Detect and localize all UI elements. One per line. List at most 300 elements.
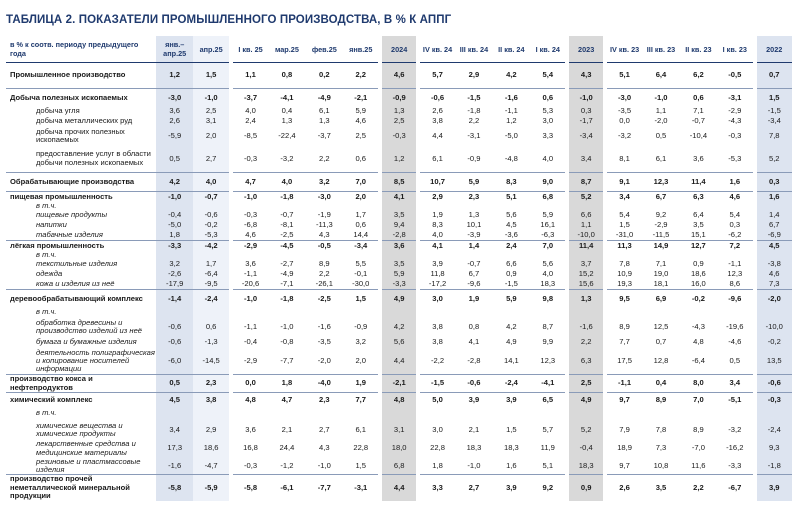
table-cell: 8,7 — [542, 321, 554, 331]
table-cell: -1,1 — [231, 270, 268, 280]
row-label: одежда — [36, 269, 63, 279]
row-label: деятельность полиграфическая и копирование носителей информации — [36, 347, 155, 374]
table-cell: -0,6 — [418, 89, 455, 107]
table-cell: 0,6 — [193, 318, 230, 337]
table-cell: 9,0 — [530, 173, 567, 192]
table-cell: 4,6 — [717, 192, 754, 202]
table-cell: 8,9 — [642, 393, 679, 407]
table-cell: 0,6 — [355, 153, 367, 163]
table-cell — [455, 308, 492, 318]
table-cell: 2,6 — [156, 117, 193, 127]
table-cell: 4,2 — [156, 173, 193, 192]
table-cell: -3,2 — [605, 127, 642, 146]
table-cell — [343, 308, 380, 318]
table-cell: -3,0 — [605, 89, 642, 107]
table-row — [6, 63, 792, 89]
table-cell: 3,9 — [493, 475, 530, 501]
table-cell: 0,3 — [755, 173, 793, 192]
table-cell: 0,3 — [729, 220, 741, 230]
table-row — [6, 251, 792, 260]
table-cell — [493, 202, 530, 211]
table-cell: 0,8 — [268, 63, 305, 89]
table-cell: -0,7 — [280, 210, 294, 220]
table-cell: -1,3 — [193, 337, 230, 349]
table-cell: 0,5 — [729, 356, 741, 366]
table-cell: -0,3 — [728, 130, 742, 140]
table-cell: -5,8 — [156, 475, 193, 501]
table-cell — [418, 407, 455, 421]
table-cell: 5,9 — [493, 290, 530, 308]
table-cell: -3,5 — [605, 107, 642, 117]
table-cell: 6,1 — [355, 424, 367, 434]
table-row — [6, 318, 792, 337]
table-cell: 5,1 — [493, 192, 530, 202]
table-cell: 3,8 — [418, 337, 455, 349]
table-cell: 24,4 — [279, 443, 295, 453]
column-header: фев.25 — [306, 36, 343, 63]
table-cell: 2,1 — [468, 424, 480, 434]
table-cell — [567, 251, 604, 260]
table-cell — [418, 251, 455, 260]
table-row — [6, 475, 792, 501]
table-cell: -0,9 — [467, 153, 481, 163]
column-header: янв.–апр.25 — [156, 36, 193, 63]
table-cell: 3,2 — [306, 173, 343, 192]
table-cell: -1,5 — [418, 375, 455, 393]
table-cell — [493, 251, 530, 260]
table-row — [6, 241, 792, 251]
table-cell — [231, 308, 268, 318]
column-header: 2024 — [380, 36, 417, 63]
column-header: янв.25 — [343, 36, 380, 63]
table-cell: 3,5 — [693, 220, 704, 230]
row-label: резиновые и пластмассовые изделия — [36, 456, 141, 474]
table-cell: -1,0 — [231, 192, 268, 202]
table-cell: -0,3 — [231, 458, 268, 475]
table-cell: 2,5 — [567, 375, 604, 393]
table-cell: -1,6 — [156, 458, 193, 475]
table-row — [6, 107, 792, 117]
table-cell: 5,9 — [355, 106, 367, 116]
table-cell: 1,3 — [319, 116, 330, 126]
table-cell: 11,4 — [567, 241, 604, 251]
row-label: производство кокса и нефтепродуктов — [6, 375, 156, 393]
table-cell: 2,5 — [355, 130, 367, 140]
table-cell: 1,4 — [455, 241, 492, 251]
table-cell: 1,5 — [755, 89, 793, 107]
table-row — [6, 337, 792, 349]
table-cell: 11,6 — [691, 460, 706, 470]
table-row — [6, 440, 792, 458]
table-cell — [306, 202, 343, 211]
table-cell: -3,4 — [755, 117, 793, 127]
table-cell — [156, 251, 193, 260]
table-cell: -19,6 — [726, 321, 744, 331]
table-cell — [755, 407, 793, 421]
table-cell: -2,0 — [317, 356, 331, 366]
table-cell: -1,9 — [317, 210, 331, 220]
table-cell: -4,8 — [504, 153, 518, 163]
table-cell: 1,7 — [193, 260, 230, 270]
table-cell: 7,1 — [655, 259, 667, 269]
table-cell — [380, 407, 417, 421]
table-cell: 13,5 — [755, 349, 793, 375]
table-cell: 7,3 — [755, 280, 793, 290]
table-cell: 18,0 — [380, 440, 417, 458]
table-cell: 0,4 — [281, 106, 293, 116]
table-cell: 10,8 — [653, 460, 669, 470]
column-header: III кв. 23 — [642, 36, 679, 63]
table-cell — [642, 407, 679, 421]
table-cell: -31,0 — [605, 231, 642, 241]
row-label: текстильные изделия — [36, 259, 118, 269]
table-cell: -0,7 — [467, 259, 481, 269]
table-cell — [567, 202, 604, 211]
table-cell: 4,4 — [380, 475, 417, 501]
table-cell: -16,2 — [726, 443, 744, 453]
table-cell: 1,6 — [755, 192, 793, 202]
table-cell: 18,6 — [691, 269, 706, 279]
table-row — [6, 202, 792, 211]
table-cell: 7,8 — [755, 127, 793, 146]
table-cell — [268, 251, 305, 260]
table-cell: 3,5 — [380, 260, 417, 270]
table-cell: -4,2 — [193, 241, 230, 251]
table-cell: -0,7 — [691, 116, 705, 126]
table-row — [6, 270, 792, 280]
table-cell: -3,6 — [504, 230, 518, 240]
table-cell: 2,0 — [355, 356, 367, 366]
column-header: мар.25 — [268, 36, 305, 63]
table-row — [6, 375, 792, 393]
table-cell — [567, 308, 604, 318]
table-cell: -10,0 — [755, 318, 793, 337]
table-cell — [680, 251, 717, 260]
table-cell: 3,6 — [231, 421, 268, 440]
table-cell: 11,8 — [418, 270, 455, 280]
table-row — [6, 117, 792, 127]
table-cell: 7,0 — [343, 173, 380, 192]
table-cell: 7,1 — [693, 106, 704, 116]
table-cell: 5,5 — [355, 259, 367, 269]
table-cell: 19,0 — [653, 269, 669, 279]
table-cell: 2,4 — [231, 117, 268, 127]
table-cell: 5,2 — [755, 146, 793, 173]
table-cell: -11,3 — [315, 220, 333, 230]
table-row — [6, 407, 792, 421]
row-label: деревообрабатывающий комплекс — [6, 290, 156, 308]
table-cell: -2,0 — [755, 290, 793, 308]
table-cell — [268, 308, 305, 318]
table-cell: -0,6 — [193, 211, 230, 221]
table-cell: 0,0 — [231, 375, 268, 393]
table-cell: 3,4 — [605, 192, 642, 202]
table-cell: 7,8 — [605, 260, 642, 270]
table-cell: -2,4 — [493, 375, 530, 393]
table-cell: 9,2 — [530, 475, 567, 501]
column-header: IV кв. 24 — [418, 36, 455, 63]
table-cell: 6,1 — [418, 146, 455, 173]
table-cell: -4,1 — [530, 375, 567, 393]
table-cell: 2,6 — [605, 475, 642, 501]
table-cell: -1,0 — [567, 89, 604, 107]
table-cell: -1,6 — [567, 318, 604, 337]
table-cell: 3,5 — [642, 475, 679, 501]
table-cell: 14,4 — [353, 230, 369, 240]
table-cell: 6,3 — [680, 192, 717, 202]
table-cell: 2,2 — [468, 116, 480, 126]
table-cell: 9,3 — [755, 440, 793, 458]
table-cell: 7,8 — [655, 424, 667, 434]
column-header: 2022 — [755, 36, 793, 63]
table-cell: 3,6 — [693, 153, 704, 163]
table-cell: 18,3 — [567, 458, 604, 475]
table-cell — [455, 251, 492, 260]
row-label: производство прочей неметаллической минеральной продукции — [6, 475, 156, 501]
table-cell: 5,9 — [542, 210, 554, 220]
row-label: бумага и бумажные изделия — [36, 337, 137, 347]
table-cell: -0,8 — [280, 337, 294, 347]
industrial-production-table — [6, 36, 792, 501]
table-cell: -1,4 — [156, 290, 193, 308]
table-cell: 2,7 — [319, 424, 330, 434]
table-cell: 4,6 — [355, 116, 367, 126]
table-cell: -0,4 — [156, 211, 193, 221]
table-cell: -1,1 — [605, 375, 642, 393]
table-cell: 6,7 — [642, 192, 679, 202]
table-cell: 7,0 — [530, 241, 567, 251]
table-cell: 4,8 — [693, 337, 704, 347]
table-cell: -1,8 — [755, 458, 793, 475]
row-label: табачные изделия — [36, 230, 103, 240]
table-cell: -1,8 — [467, 106, 481, 116]
table-cell: -26,1 — [315, 279, 333, 289]
table-cell: -3,2 — [728, 424, 742, 434]
table-cell: 8,6 — [729, 279, 741, 289]
table-cell: -4,5 — [268, 241, 305, 251]
table-cell: 4,1 — [380, 192, 417, 202]
column-header: II кв. 23 — [680, 36, 717, 63]
table-cell: 6,8 — [380, 458, 417, 475]
row-label: в т.ч. — [36, 408, 57, 418]
table-cell — [380, 251, 417, 260]
table-cell: -0,3 — [380, 127, 417, 146]
table-cell: 6,6 — [506, 259, 517, 269]
table-cell: -0,2 — [680, 290, 717, 308]
table-cell: 2,0 — [343, 192, 380, 202]
table-cell: 12,3 — [642, 173, 679, 192]
table-cell: 11,4 — [680, 173, 717, 192]
table-cell: 7,2 — [717, 241, 754, 251]
row-label: в т.ч. — [36, 307, 57, 317]
table-cell — [231, 202, 268, 211]
table-cell: -6,9 — [755, 231, 793, 241]
table-cell: -1,5 — [755, 107, 793, 117]
row-label: добыча прочих полезных ископаемых — [36, 126, 125, 144]
row-label: лекарственные средства и медицинские материалы — [36, 439, 136, 457]
table-cell: 2,7 — [455, 475, 492, 501]
table-cell — [642, 251, 679, 260]
table-cell: -0,1 — [354, 269, 368, 279]
table-cell: 1,7 — [355, 210, 367, 220]
table-cell: -3,0 — [156, 89, 193, 107]
column-header: I кв. 25 — [231, 36, 268, 63]
row-label: пищевая промышленность — [6, 192, 156, 202]
table-cell: 1,6 — [506, 460, 517, 470]
table-cell: 2,9 — [455, 63, 492, 89]
header-row — [6, 36, 792, 63]
table-cell: -0,2 — [193, 221, 230, 231]
table-cell: 15,1 — [691, 230, 706, 240]
table-cell — [156, 202, 193, 211]
table-cell: -0,3 — [755, 393, 793, 407]
table-cell: -4,9 — [280, 269, 294, 279]
table-cell: -2,4 — [755, 421, 793, 440]
table-cell: -2,9 — [231, 241, 268, 251]
table-cell — [193, 202, 230, 211]
table-cell: -2,4 — [193, 290, 230, 308]
table-cell: 4,6 — [755, 270, 793, 280]
column-header: I кв. 23 — [717, 36, 754, 63]
table-cell: 2,5 — [380, 117, 417, 127]
table-cell — [530, 251, 567, 260]
table-cell: 4,3 — [319, 230, 330, 240]
table-row — [6, 308, 792, 318]
table-cell: 3,6 — [231, 260, 268, 270]
table-cell: -5,9 — [156, 127, 193, 146]
table-cell: 4,3 — [319, 443, 330, 453]
table-row — [6, 192, 792, 202]
table-cell: -2,6 — [156, 270, 193, 280]
table-cell: -3,8 — [755, 260, 793, 270]
table-cell: 1,9 — [418, 211, 455, 221]
table-cell — [268, 202, 305, 211]
table-cell: 4,0 — [193, 173, 230, 192]
table-cell: 14,9 — [642, 241, 679, 251]
table-cell — [455, 202, 492, 211]
table-cell — [306, 251, 343, 260]
table-row — [6, 211, 792, 221]
column-header: II кв. 24 — [493, 36, 530, 63]
table-cell: 2,3 — [455, 192, 492, 202]
table-cell: 8,0 — [680, 375, 717, 393]
table-cell: 1,3 — [380, 107, 417, 117]
table-cell: 5,3 — [542, 106, 554, 116]
table-cell: 12,3 — [540, 356, 556, 366]
table-cell: 1,2 — [380, 146, 417, 173]
table-cell: -2,1 — [380, 375, 417, 393]
table-cell: 5,6 — [380, 337, 417, 349]
table-cell — [455, 407, 492, 421]
table-cell — [642, 202, 679, 211]
table-cell: -3,3 — [728, 460, 742, 470]
table-cell: 0,6 — [530, 89, 567, 107]
table-cell: -0,5 — [717, 63, 754, 89]
table-cell: -1,0 — [642, 89, 679, 107]
table-cell: 3,6 — [156, 107, 193, 117]
table-cell: 3,7 — [567, 260, 604, 270]
table-cell — [156, 407, 193, 421]
table-cell: -8,5 — [231, 127, 268, 146]
table-cell: 8,9 — [319, 259, 330, 269]
table-cell: -0,6 — [156, 337, 193, 349]
table-cell: 22,8 — [353, 443, 369, 453]
table-cell: 16,1 — [540, 220, 556, 230]
table-cell: -3,2 — [280, 153, 294, 163]
table-cell: 11,3 — [605, 241, 642, 251]
table-cell: -0,4 — [231, 337, 268, 349]
table-cell — [343, 202, 380, 211]
table-cell: 4,6 — [231, 231, 268, 241]
table-cell — [268, 407, 305, 421]
table-cell: 3,0 — [418, 290, 455, 308]
column-header: 2023 — [567, 36, 604, 63]
table-cell: -6,1 — [268, 475, 305, 501]
table-cell: 10,7 — [418, 173, 455, 192]
table-cell: 2,3 — [193, 375, 230, 393]
row-label: добыча угля — [36, 106, 80, 116]
table-cell: 0,5 — [156, 375, 193, 393]
table-row — [6, 280, 792, 290]
table-cell — [680, 407, 717, 421]
table-cell: 22,8 — [418, 440, 455, 458]
table-cell — [717, 407, 754, 421]
table-cell: 18,3 — [503, 443, 519, 453]
table-cell — [493, 407, 530, 421]
table-cell: 18,9 — [605, 440, 642, 458]
table-cell: 1,1 — [655, 106, 667, 116]
table-cell: -5,9 — [193, 475, 230, 501]
table-cell: -30,0 — [352, 279, 370, 289]
table-cell: 3,8 — [193, 393, 230, 407]
table-cell: 4,8 — [380, 393, 417, 407]
table-cell: 4,2 — [506, 321, 517, 331]
table-cell: 17,3 — [156, 440, 193, 458]
table-cell: 1,4 — [755, 211, 793, 221]
table-cell: 6,9 — [642, 290, 679, 308]
table-cell: -0,6 — [755, 375, 793, 393]
table-cell: -2,9 — [231, 349, 268, 375]
table-cell: -0,3 — [231, 146, 268, 173]
table-cell: 8,7 — [567, 173, 604, 192]
table-cell: 6,4 — [693, 210, 704, 220]
table-cell: -0,6 — [156, 318, 193, 337]
table-cell: 6,2 — [680, 63, 717, 89]
table-row — [6, 231, 792, 241]
table-cell: 7,9 — [605, 421, 642, 440]
table-cell — [605, 251, 642, 260]
table-cell: -1,8 — [268, 192, 305, 202]
table-cell: 2,1 — [281, 424, 293, 434]
table-cell: 17,5 — [605, 349, 642, 375]
table-cell: 0,6 — [680, 89, 717, 107]
table-cell: 1,3 — [281, 116, 293, 126]
table-cell: 4,7 — [231, 173, 268, 192]
table-cell: 4,0 — [268, 173, 305, 192]
row-label: пищевые продукты — [36, 210, 108, 220]
table-cell: -7,1 — [280, 279, 294, 289]
table-cell: 18,1 — [653, 279, 669, 289]
row-label: обработка древесины и производство изделий из неё — [36, 317, 143, 335]
table-cell: -3,1 — [717, 89, 754, 107]
table-cell: -6,3 — [541, 230, 555, 240]
table-cell: 9,2 — [655, 210, 667, 220]
table-cell — [530, 308, 567, 318]
table-cell: 7,0 — [680, 393, 717, 407]
table-cell: 5,9 — [455, 173, 492, 192]
table-cell: -3,3 — [156, 241, 193, 251]
table-cell: 3,2 — [355, 337, 367, 347]
